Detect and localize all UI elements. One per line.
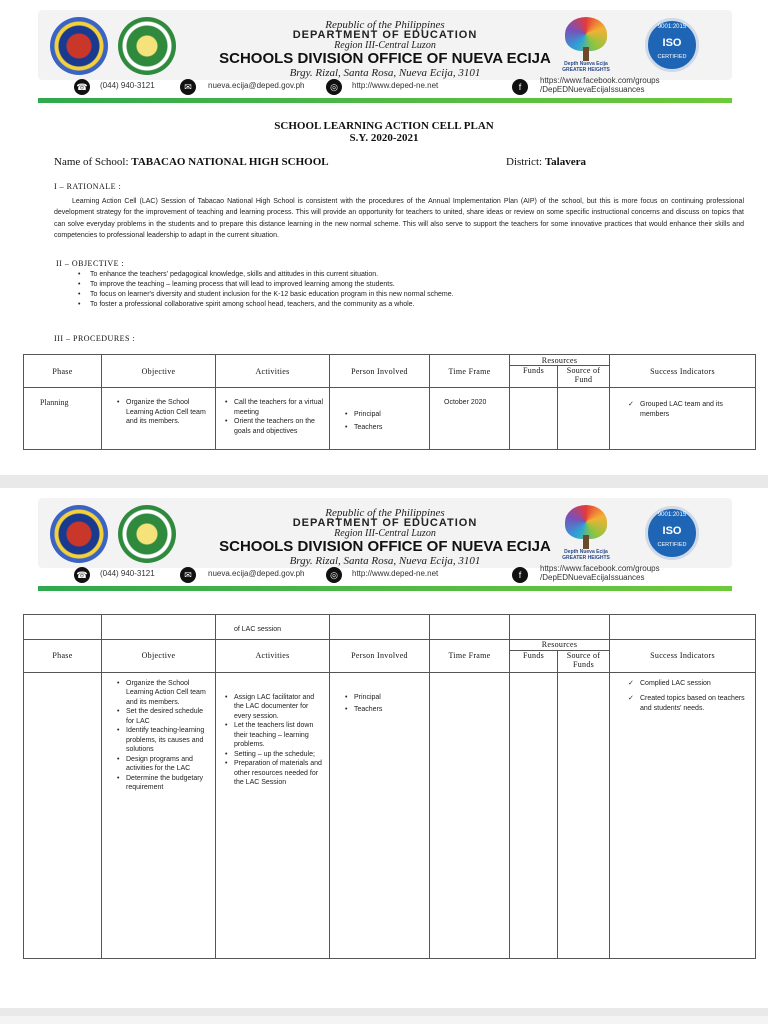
- header-funds: Funds: [510, 650, 558, 672]
- header-source: Source of Fund: [558, 366, 610, 388]
- republic-text: Republic of the Philippines: [325, 19, 445, 31]
- address-text: Brgy. Rizal, Santa Rosa, Nueva Ecija, 3101: [289, 67, 481, 79]
- district-name: Talavera: [544, 156, 586, 168]
- phone-text: (044) 940-3121: [100, 81, 155, 90]
- header-source: Source of Funds: [558, 650, 610, 672]
- objective-item: • To foster a professional collaborative spirit among school head, teachers, and the community as a whole.: [78, 300, 738, 310]
- header-phase: Phase: [24, 639, 102, 672]
- objective-cell: [102, 388, 216, 450]
- school-year: S.Y. 2020-2021: [349, 132, 419, 144]
- person-cell: [330, 388, 430, 450]
- procedures-table-1: [23, 354, 756, 450]
- iso-certified: CERTIFIED: [657, 542, 687, 548]
- region-text: Region III-Central Luzon: [334, 528, 436, 539]
- header-activities: Activities: [216, 355, 330, 388]
- header-objective: Objective: [102, 639, 216, 672]
- activities-cell: [216, 672, 330, 958]
- carry-cell: [610, 615, 756, 640]
- facebook-icon: f: [512, 567, 528, 583]
- rationale-heading: I – RATIONALE :: [54, 182, 122, 191]
- iso-label: ISO: [662, 37, 682, 49]
- objective-bullet: • Determine the budgetary requirement: [116, 774, 211, 793]
- office-text: SCHOOLS DIVISION OFFICE OF NUEVA ECIJA: [219, 538, 551, 555]
- website-text: http://www.deped-ne.net: [352, 569, 439, 578]
- header-person: Person Involved: [330, 639, 430, 672]
- letterhead: [38, 10, 732, 80]
- time-cell: October 2020: [430, 388, 510, 450]
- success-item: ✓ Created topics based on teachers and students' needs.: [626, 694, 751, 713]
- tree-motto: Depth Nueva Ecija GREATER HEIGHTS: [562, 549, 610, 561]
- letterhead: [38, 498, 732, 568]
- header-time: Time Frame: [430, 639, 510, 672]
- carry-cell: [330, 615, 430, 640]
- header-phase: Phase: [24, 355, 102, 388]
- carry-cell: [430, 615, 510, 640]
- success-item: ✓ Complied LAC session: [626, 679, 751, 689]
- phone-icon: ☎: [74, 79, 90, 95]
- iso-badge: [645, 18, 699, 72]
- department-text: DEPARTMENT OF EDUCATION: [292, 517, 478, 529]
- person-bullet: • Teachers: [344, 423, 425, 433]
- email-text: nueva.ecija@deped.gov.ph: [208, 569, 305, 578]
- district-label: District:: [506, 156, 543, 168]
- header-success: Success Indicators: [610, 355, 756, 388]
- rationale-text: Learning Action Cell (LAC) Session of Tabacao National High School is consistent with the procedures of the Annual Implementation Plan (AIP) of the school, but this is more focus on continuing professional development strategy for the improvement of teaching and learning process. This will provide an opportunity for teachers to united, share ideas or review on some specific instructional concerns and discuss on topics that can solve everyday problems in the students and to prepare this distance learning in the new normal scheme. This will also serve to support the teachers for some innovative practices that would enhance their skills and competencies to professional leadership to adapt in the current situation.: [54, 198, 744, 240]
- facebook-text-2: /DepEDNuevaEcijaIssuances: [540, 573, 645, 582]
- success-cell: [610, 388, 756, 450]
- document-page-1: [0, 0, 768, 475]
- activity-bullet: • Call the teachers for a virtual meeting: [224, 398, 325, 417]
- region-text: Region III-Central Luzon: [334, 40, 436, 51]
- department-text: DEPARTMENT OF EDUCATION: [292, 29, 478, 41]
- person-cell: [330, 672, 430, 958]
- website-text: http://www.deped-ne.net: [352, 81, 439, 90]
- activity-bullet: • Let the teachers list down their teaching – learning problems.: [224, 721, 325, 750]
- objective-bullet: • Identify teaching-learning problems, its causes and solutions: [116, 726, 211, 755]
- table-row: [24, 672, 756, 958]
- globe-icon: ◎: [326, 79, 342, 95]
- phone-text: (044) 940-3121: [100, 569, 155, 578]
- activity-bullet: • Assign LAC facilitator and the LAC documenter for every session.: [224, 693, 325, 722]
- success-item: ✓ Grouped LAC team and its members: [626, 400, 751, 419]
- procedures-heading: III – PROCEDURES :: [54, 334, 136, 343]
- tree-logo: [561, 17, 611, 73]
- carry-cell: [102, 615, 216, 640]
- facebook-text-1: https://www.facebook.com/groups: [540, 76, 660, 85]
- carry-activity-cell: of LAC session: [216, 615, 330, 640]
- objective-bullet: • Organize the School Learning Action Cell team and its members.: [116, 679, 211, 708]
- objective-cell: [102, 672, 216, 958]
- iso-standard: 9001:2015: [657, 24, 687, 30]
- header-funds: Funds: [510, 366, 558, 388]
- header-resources: Resources: [510, 355, 610, 366]
- objective-bullet: • Design programs and activities for the LAC: [116, 755, 211, 774]
- tree-motto: Depth Nueva Ecija GREATER HEIGHTS: [562, 61, 610, 73]
- plan-title: SCHOOL LEARNING ACTION CELL PLAN: [274, 120, 494, 132]
- address-text: Brgy. Rizal, Santa Rosa, Nueva Ecija, 3101: [289, 555, 481, 567]
- iso-certified: CERTIFIED: [657, 54, 687, 60]
- header-person: Person Involved: [330, 355, 430, 388]
- objective-list: [78, 270, 738, 310]
- success-cell: [610, 672, 756, 958]
- facebook-text-2: /DepEDNuevaEcijaIssuances: [540, 85, 645, 94]
- carry-cell: [24, 615, 102, 640]
- header-time: Time Frame: [430, 355, 510, 388]
- document-page-3-edge: [0, 1016, 768, 1024]
- mail-icon: ✉: [180, 567, 196, 583]
- district-field: [506, 156, 586, 168]
- tree-logo: [561, 505, 611, 561]
- office-text: SCHOOLS DIVISION OFFICE OF NUEVA ECIJA: [219, 50, 551, 67]
- school-label: Name of School:: [54, 156, 129, 168]
- objective-item: • To improve the teaching – learning process that will lead to improved learning among the students.: [78, 280, 738, 290]
- time-cell: [430, 672, 510, 958]
- phase-cell: [24, 672, 102, 958]
- objective-heading: II – OBJECTIVE :: [56, 259, 125, 268]
- school-name-field: [54, 156, 329, 168]
- iso-standard: 9001:2015: [657, 512, 687, 518]
- green-divider: [38, 586, 732, 591]
- carry-over-row: [24, 615, 756, 640]
- activity-bullet: • Orient the teachers on the goals and objectives: [224, 417, 325, 436]
- source-cell: [558, 388, 610, 450]
- republic-text: Republic of the Philippines: [325, 507, 445, 519]
- objective-bullet: • Organize the School Learning Action Cell team and its members.: [116, 398, 211, 427]
- header-success: Success Indicators: [610, 639, 756, 672]
- activity-bullet: • Setting – up the schedule;: [224, 750, 325, 760]
- contact-strip: [38, 565, 732, 585]
- email-text: nueva.ecija@deped.gov.ph: [208, 81, 305, 90]
- school-name: TABACAO NATIONAL HIGH SCHOOL: [131, 156, 329, 168]
- header-objective: Objective: [102, 355, 216, 388]
- header-activities: Activities: [216, 639, 330, 672]
- contact-strip: [38, 77, 732, 97]
- person-bullet: • Principal: [344, 693, 425, 703]
- table-row: [24, 388, 756, 450]
- carry-cell: [510, 615, 610, 640]
- iso-badge: [645, 506, 699, 560]
- person-bullet: • Principal: [344, 410, 425, 420]
- person-bullet: • Teachers: [344, 705, 425, 715]
- procedures-table-2: [23, 614, 756, 959]
- iso-label: ISO: [662, 525, 682, 537]
- phone-icon: ☎: [74, 567, 90, 583]
- facebook-icon: f: [512, 79, 528, 95]
- objective-item: • To focus on learner's diversity and student inclusion for the K-12 basic education program in this new normal scheme.: [78, 290, 738, 300]
- globe-icon: ◎: [326, 567, 342, 583]
- facebook-text-1: https://www.facebook.com/groups: [540, 564, 660, 573]
- mail-icon: ✉: [180, 79, 196, 95]
- header-resources: Resources: [510, 639, 610, 650]
- activity-bullet: • Preparation of materials and other resources needed for the LAC Session: [224, 759, 325, 788]
- document-page-2: [0, 488, 768, 1008]
- funds-cell: [510, 388, 558, 450]
- activities-cell: [216, 388, 330, 450]
- source-cell: [558, 672, 610, 958]
- phase-cell: Planning: [24, 388, 102, 450]
- funds-cell: [510, 672, 558, 958]
- green-divider: [38, 98, 732, 103]
- objective-bullet: • Set the desired schedule for LAC: [116, 707, 211, 726]
- objective-item: • To enhance the teachers' pedagogical knowledge, skills and attitudes in this current situation.: [78, 270, 738, 280]
